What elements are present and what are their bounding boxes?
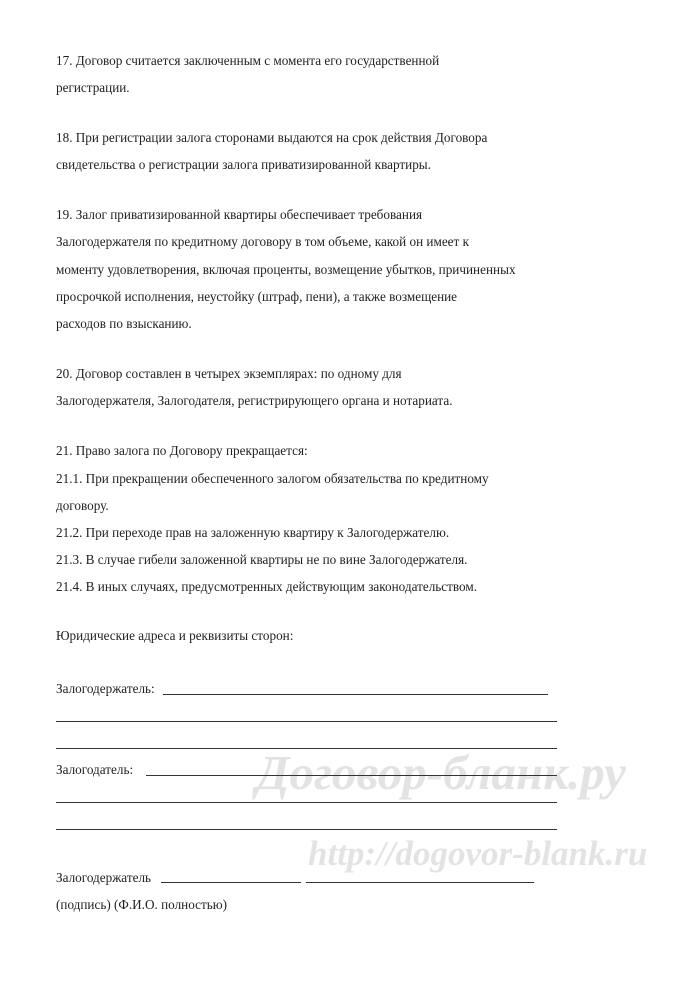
clause-19-line-3: моменту удовлетворения, включая проценты, возмещение убытков, причиненных [56, 262, 516, 277]
clause-21-line-6: 21.4. В иных случаях, предусмотренных действующим законодательством. [56, 579, 478, 594]
signature-caption: (подпись) (Ф.И.О. полностью) [56, 897, 227, 912]
clause-21-line-1: 21. Право залога по Договору прекращается: [56, 443, 308, 458]
pledger-label: Залогодатель: [56, 762, 134, 777]
clause-19-line-1: 19. Залог приватизированной квартиры обеспечивает требования [56, 207, 423, 222]
clause-17-line-2: регистрации. [56, 80, 130, 95]
pledgeholder-blank-line [163, 694, 548, 695]
clause-19-line-5: расходов по взысканию. [56, 316, 192, 331]
pledgeholder-blank-line-3 [56, 748, 557, 749]
pledger-blank-line-3 [56, 829, 557, 830]
pledgeholder-blank-line-2 [56, 721, 557, 722]
clause-20-line-2: Залогодержателя, Залогодателя, регистрирующего органа и нотариата. [56, 393, 453, 408]
clause-19-line-4: просрочкой исполнения, неустойку (штраф, пени), а также возмещение [56, 289, 458, 304]
clause-19-line-2: Залогодержателя по кредитному договору в том объеме, какой он имеет к [56, 234, 470, 249]
pledger-blank-line [146, 775, 557, 776]
watermark-url: http://dogovor-blank.ru [308, 834, 648, 873]
clause-21-line-4: 21.2. При переходе прав на заложенную квартиру к Залогодержателю. [56, 525, 450, 540]
clause-17-line-1: 17. Договор считается заключенным с момента его государственной [56, 53, 440, 68]
clause-21-line-5: 21.3. В случае гибели заложенной квартиры не по вине Залогодержателя. [56, 552, 468, 567]
pledger-blank-line-2 [56, 802, 557, 803]
full-name-blank [306, 882, 534, 883]
watermark-title: Договор-бланк.ру [256, 745, 626, 800]
requisites-heading: Юридические адреса и реквизиты сторон: [56, 628, 294, 643]
signature-label: Залогодержатель [56, 870, 152, 885]
clause-18-line-2: свидетельства о регистрации залога приватизированной квартиры. [56, 157, 431, 172]
pledgeholder-label: Залогодержатель: [56, 681, 155, 696]
signature-blank [161, 882, 301, 883]
clause-21-line-2: 21.1. При прекращении обеспеченного залогом обязательства по кредитному [56, 471, 489, 486]
clause-18-line-1: 18. При регистрации залога сторонами выдаются на срок действия Договора [56, 130, 488, 145]
clause-21-line-3: договору. [56, 498, 109, 513]
clause-20-line-1: 20. Договор составлен в четырех экземплярах: по одному для [56, 366, 402, 381]
